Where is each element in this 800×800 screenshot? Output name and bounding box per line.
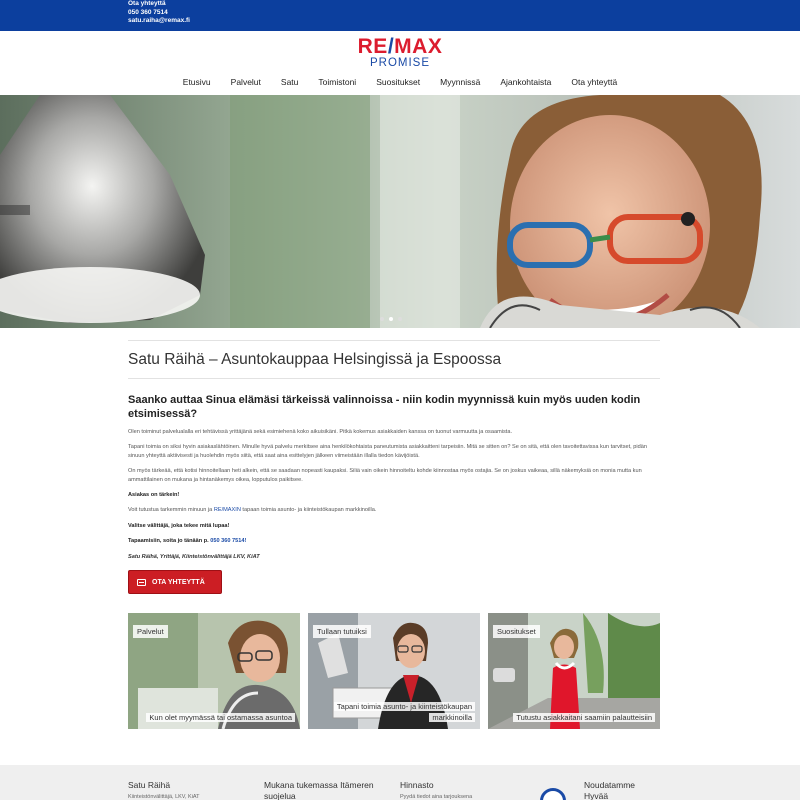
- paragraph-3: On myös tärkeää, että kotisi hinnoitellaan heti alkein, että se saadaan nopeasti kaupaksi. Siliä vain oikein hinnoiteltu kohde kiinnostaa myös ostajia. Se on joskus vaikeaa, sillä näkemyksiä on monia mutta kun ammattilainen on mukana ja hintanäkemys oikea, lopputulos paikitsee.: [128, 468, 642, 483]
- site-logo[interactable]: [0, 36, 800, 69]
- card-suositukset-caption: [513, 712, 655, 723]
- card-tullaan-tutuiksi[interactable]: [308, 613, 480, 729]
- card-tullaan-caption: [334, 701, 475, 723]
- feature-cards: [128, 613, 660, 729]
- card-suositukset-caption-text: Tutustu asiakkaitani saamiin palautteisiin: [513, 713, 655, 722]
- phone-link[interactable]: 050 360 7514!: [210, 538, 247, 545]
- card-palvelut-caption: [146, 712, 295, 723]
- footer-col-1: [128, 780, 200, 800]
- footer-col-2-heading-1: Mukana tukemassa Itämeren: [264, 780, 374, 790]
- slider-dot-3[interactable]: [398, 317, 402, 321]
- paragraph-6-text: Valitse välittäjä, joka tekee mitä lupaa!: [128, 522, 230, 529]
- card-palvelut-caption-text: Kun olet myymässä tai ostamassa asuntoa: [146, 713, 295, 722]
- headline: Saanko auttaa Sinua elämäsi tärkeissä valinnoissa - niin kodin myynnissä kuin myös uuden kodin etsimisessä?: [128, 394, 641, 420]
- slider-dot-1[interactable]: [380, 317, 384, 321]
- paragraph-5: [128, 506, 660, 514]
- footer-col-3-heading[interactable]: Hinnasto: [400, 780, 434, 790]
- footer-col-2-heading-2: suojelua: [264, 791, 296, 800]
- footer-col-4-heading-1: Noudatamme: [584, 780, 636, 790]
- card-suositukset-tag: Suositukset: [493, 625, 540, 638]
- remax-link[interactable]: RE/MAXIN: [213, 507, 241, 514]
- footer-col-4: [584, 780, 635, 800]
- contact-title: Ota yhteyttä: [128, 0, 166, 7]
- footer: [0, 765, 800, 800]
- logo-brand-right: MAX: [394, 35, 443, 58]
- nav-satu[interactable]: Satu: [280, 77, 299, 87]
- paragraph-1: Olen toiminut palvelualalla eri tehtävissä yrittäjänä sekä esimiehenä koko aikuisikäni. Pitkä kokemus asiakkaiden kanssa on tuonut varmuutta ja osaamista.: [128, 429, 512, 435]
- logo-sub: PROMISE: [369, 57, 431, 69]
- card-suositukset[interactable]: [488, 613, 660, 729]
- card-tullaan-caption-line2: markkinoilla: [429, 713, 475, 722]
- nav-toimistoni[interactable]: Toimistoni: [318, 77, 357, 87]
- paragraph-4: [128, 491, 660, 499]
- footer-col-4-heading-2: Hyvää: [584, 791, 609, 800]
- card-palvelut[interactable]: [128, 613, 300, 729]
- main-content: [128, 340, 660, 561]
- paragraph-8: [128, 553, 660, 561]
- hero-slider[interactable]: [0, 95, 800, 328]
- nav-etusivu[interactable]: Etusivu: [182, 77, 211, 87]
- paragraph-7-a: Tapaamisiin, soita jo tänään p.: [128, 538, 211, 545]
- footer-col-1-heading: Satu Räihä: [128, 780, 171, 790]
- card-tullaan-caption-line1: Tapani toimia asunto- ja kiinteistökaupan: [334, 702, 475, 711]
- nav-myynnissa[interactable]: Myynnissä: [440, 77, 481, 87]
- title-rule-bottom: [128, 378, 660, 379]
- footer-col-3: [400, 780, 472, 800]
- contact-phone[interactable]: 050 360 7514: [128, 8, 168, 16]
- paragraph-5-a: Voit tutustua tarkemmin minuun ja: [128, 507, 214, 514]
- card-tullaan-tag: Tullaan tutuiksi: [313, 625, 371, 638]
- logo-brand: [0, 36, 800, 58]
- paragraph-4-text: Asiakas on tärkein!: [128, 492, 180, 499]
- paragraph-5-b: tapaan toimia asunto- ja kiinteistökaupan markkinoilla.: [240, 507, 377, 514]
- logo-brand-left: RE: [357, 35, 388, 58]
- contact-button[interactable]: [128, 570, 222, 594]
- footer-col-2: [264, 780, 374, 800]
- paragraph-6: [128, 522, 660, 530]
- hero-image: [0, 95, 800, 328]
- paragraph-7: [128, 537, 660, 545]
- slider-dots: [380, 317, 402, 321]
- contact-button-label: OTA YHTEYTTÄ: [152, 578, 205, 586]
- nav-suositukset[interactable]: Suositukset: [376, 77, 421, 87]
- nav-palvelut[interactable]: Palvelut: [230, 77, 261, 87]
- nav-ajankohtaista[interactable]: Ajankohtaista: [500, 77, 552, 87]
- main-nav: [0, 76, 800, 88]
- top-contact-lines: [128, 0, 190, 26]
- contact-email[interactable]: satu.raiha@remax.fi: [128, 17, 190, 24]
- paragraph-2: Tapani toimia on siksi hyvin asiakaslähtöinen. Minulle hyvä palvelu merkitsee aina henkilökohtaista paneutumista asiakkaitteni tarpeisiin. Mitä se sitten on? Se on sitä, että olen tavoitettavissa kun tarvitset, pidän sinuun yhteyttä aktiivisesti ja huolehdin myös siitä, että saat aina esittelyjen jälkeen viimeistään illalla tiedon kävijöistä.: [128, 444, 647, 459]
- page-title: Satu Räihä – Asuntokauppaa Helsingissä ja Espoossa: [128, 351, 502, 368]
- top-contact-bar: [0, 0, 800, 31]
- footer-col-1-sub: Kiinteistönvälittäjä, LKV, KiAT: [128, 794, 200, 800]
- logo-brand-slash: /: [387, 35, 395, 58]
- slider-dot-2[interactable]: [389, 317, 393, 321]
- footer-col-3-sub: Pyydä tiedot aina tarjouksena: [400, 794, 473, 800]
- signature-text: Satu Räihä, Yrittäjä, Kiinteistönvälittäjä LKV, KiAT: [128, 553, 260, 560]
- card-palvelut-tag: Palvelut: [133, 625, 168, 638]
- nav-ota-yhteytta[interactable]: Ota yhteyttä: [571, 77, 618, 87]
- mail-icon: [137, 579, 146, 586]
